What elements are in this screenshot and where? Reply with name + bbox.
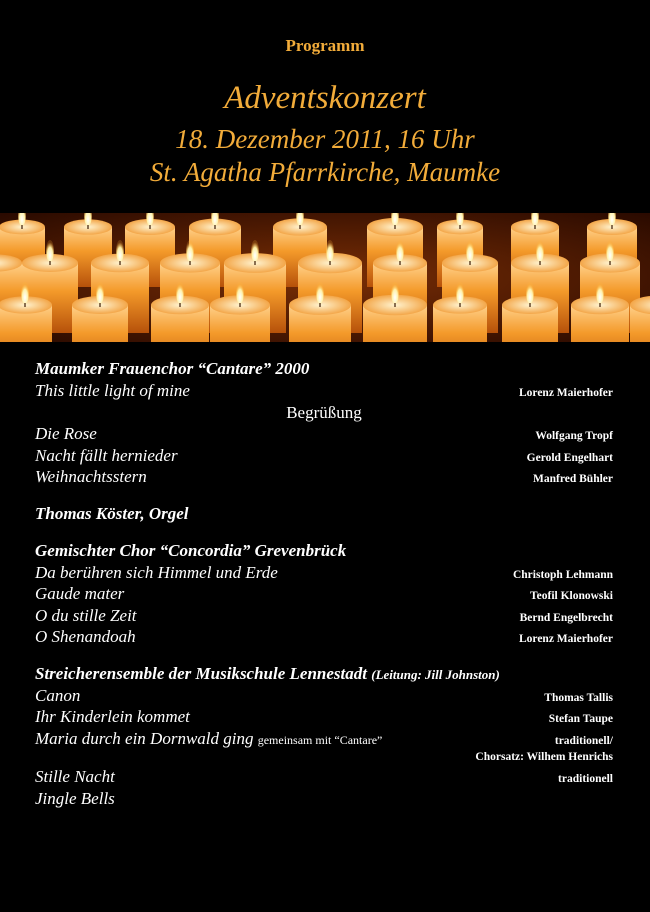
- piece-title-text: Maria durch ein Dornwald ging: [35, 728, 254, 748]
- piece-title: Weihnachtsstern: [35, 467, 147, 486]
- piece-title: Nacht fällt hernieder: [35, 445, 178, 465]
- program-row: [35, 706, 613, 728]
- program-row: [35, 685, 613, 707]
- composer-name: Manfred Bühler: [533, 473, 613, 485]
- group-heading-concordia: Gemischter Chor “Concordia” Grevenbrück: [35, 540, 347, 560]
- piece-title: Die Rose: [35, 424, 97, 443]
- composer-name: Stefan Taupe: [548, 713, 613, 725]
- piece-title: Canon: [35, 685, 81, 705]
- composer-name: Gerold Engelhart: [526, 451, 613, 464]
- composer-name: Lorenz Maierhofer: [519, 387, 613, 399]
- program-row: [35, 728, 613, 750]
- interlude-greeting: Begrüßung: [286, 402, 362, 422]
- concert-title: Adventskonzert: [224, 80, 426, 116]
- section-gap: [35, 525, 613, 540]
- composer-name: traditionell/: [554, 734, 613, 747]
- composer-name: Lorenz Maierhofer: [519, 633, 613, 645]
- group-name: Streicherensemble der Musikschule Lennestadt: [35, 663, 367, 683]
- composer-name: Bernd Engelbrecht: [519, 611, 613, 624]
- piece-title: O du stille Zeit: [35, 605, 137, 625]
- candles-banner-image: [0, 213, 650, 342]
- piece-title: Gaude mater: [35, 584, 125, 603]
- piece-title: Stille Nacht: [35, 767, 115, 786]
- group-heading-cantare: Maumker Frauenchor “Cantare” 2000: [35, 359, 310, 378]
- composer-name: Wolfgang Tropf: [535, 430, 613, 442]
- program-row: [35, 466, 613, 488]
- concert-date: 18. Dezember 2011, 16 Uhr: [175, 124, 475, 154]
- program-row: [35, 380, 613, 402]
- piece-title: [35, 728, 382, 752]
- program-row: [35, 562, 613, 584]
- program-row: [35, 605, 613, 627]
- program-row: [35, 788, 613, 810]
- piece-title: Da berühren sich Himmel und Erde: [35, 562, 278, 582]
- program-list: [35, 358, 613, 809]
- program-row: [35, 445, 613, 467]
- composer-name: Thomas Tallis: [544, 691, 613, 704]
- piece-title: O Shenandoah: [35, 627, 136, 646]
- group-heading-organ: Thomas Köster, Orgel: [35, 503, 189, 523]
- composer-name: Teofil Klonowski: [530, 590, 613, 602]
- group-note: (Leitung: Jill Johnston): [371, 666, 500, 682]
- candles-illustration: [0, 213, 650, 342]
- group-heading-strings: [35, 663, 613, 685]
- piece-note: gemeinsam mit “Cantare”: [257, 732, 383, 747]
- composer-name: Chorsatz: Wilhem Henrichs: [475, 751, 613, 763]
- piece-title: Ihr Kinderlein kommet: [35, 707, 190, 726]
- piece-title: This little light of mine: [35, 381, 190, 400]
- program-row-continuation: [35, 749, 613, 766]
- program-row: [35, 766, 613, 788]
- composer-name: traditionell: [558, 773, 613, 785]
- piece-title: Jingle Bells: [35, 788, 115, 808]
- program-row: [35, 626, 613, 648]
- composer-name: Christoph Lehmann: [512, 568, 613, 581]
- program-row: [35, 583, 613, 605]
- program-kicker: Programm: [285, 36, 365, 55]
- concert-venue: St. Agatha Pfarrkirche, Maumke: [149, 157, 501, 187]
- program-row: [35, 423, 613, 445]
- section-gap: [35, 488, 613, 503]
